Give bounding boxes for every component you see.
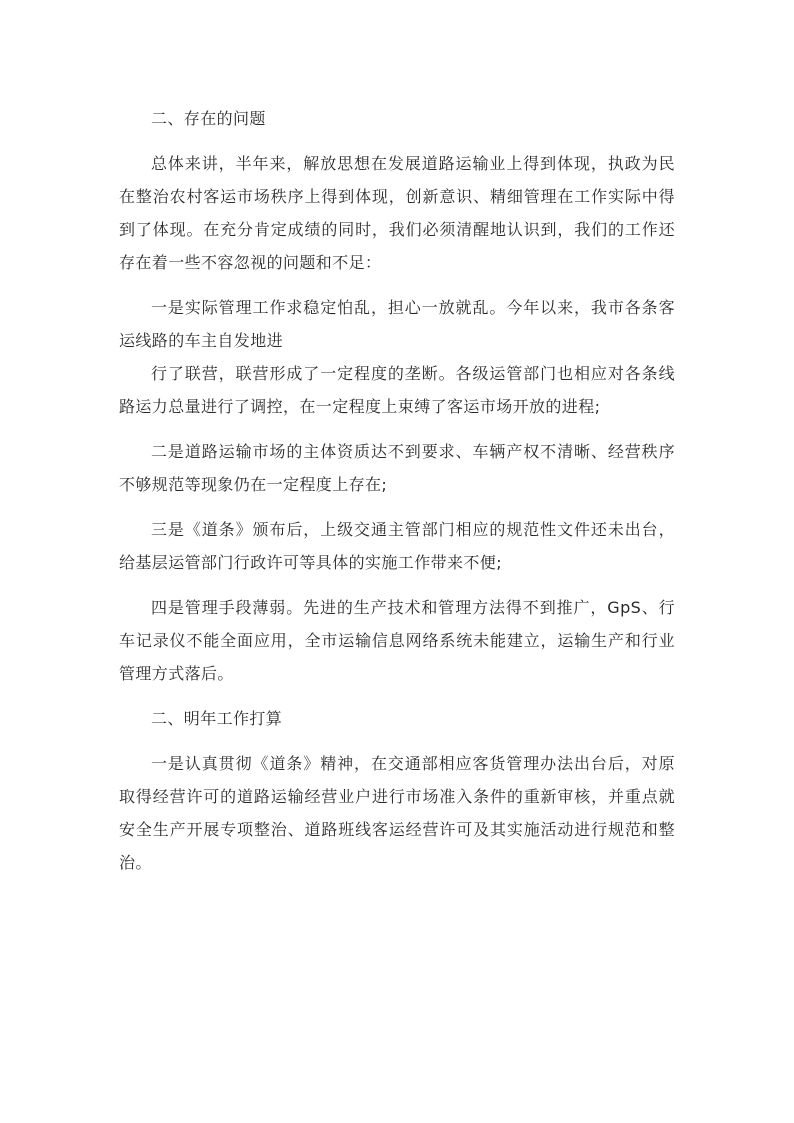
paragraph-problem-1: 一是实际管理工作求稳定怕乱，担心一放就乱。今年以来，我市各条客运线路的车主自发地进 — [119, 298, 675, 350]
section-heading-plans: 二、明年工作打算 — [151, 709, 283, 728]
paragraph-plan-1: 一是认真贯彻《道条》精神，在交通部相应客货管理办法出台后，对原取得经营许可的道路运输经营业户进行市场准入条件的重新审核，并重点就安全生产开展专项整治、道路班线客运经营许可及其实施活动进行规范和整治。 — [119, 754, 675, 872]
paragraph-problem-1-continued: 行了联营，联营形成了一定程度的垄断。各级运管部门也相应对各条线路运力总量进行了调控，在一定程度上束缚了客运市场开放的进程; — [119, 364, 675, 416]
paragraph-problem-3: 三是《道条》颁布后，上级交通主管部门相应的规范性文件还未出台，给基层运管部门行政许可等具体的实施工作带来不便; — [119, 520, 675, 572]
paragraph-problem-2: 二是道路运输市场的主体资质达不到要求、车辆产权不清晰、经营秩序不够规范等现象仍在一定程度上存在; — [119, 442, 675, 494]
paragraph-problem-4: 四是管理手段薄弱。先进的生产技术和管理方法得不到推广，GpS、行车记录仪不能全面应用，全市运输信息网络系统未能建立，运输生产和行业管理方式落后。 — [119, 598, 675, 683]
paragraph-overview: 总体来讲，半年来，解放思想在发展道路运输业上得到体现，执政为民在整治农村客运市场秩序上得到体现，创新意识、精细管理在工作实际中得到了体现。在充分肯定成绩的同时，我们必须清醒地认识到，我们的工作还存在着一些不容忽视的问题和不足： — [119, 154, 675, 272]
section-heading-problems: 二、存在的问题 — [151, 109, 266, 128]
document-body — [119, 102, 675, 891]
